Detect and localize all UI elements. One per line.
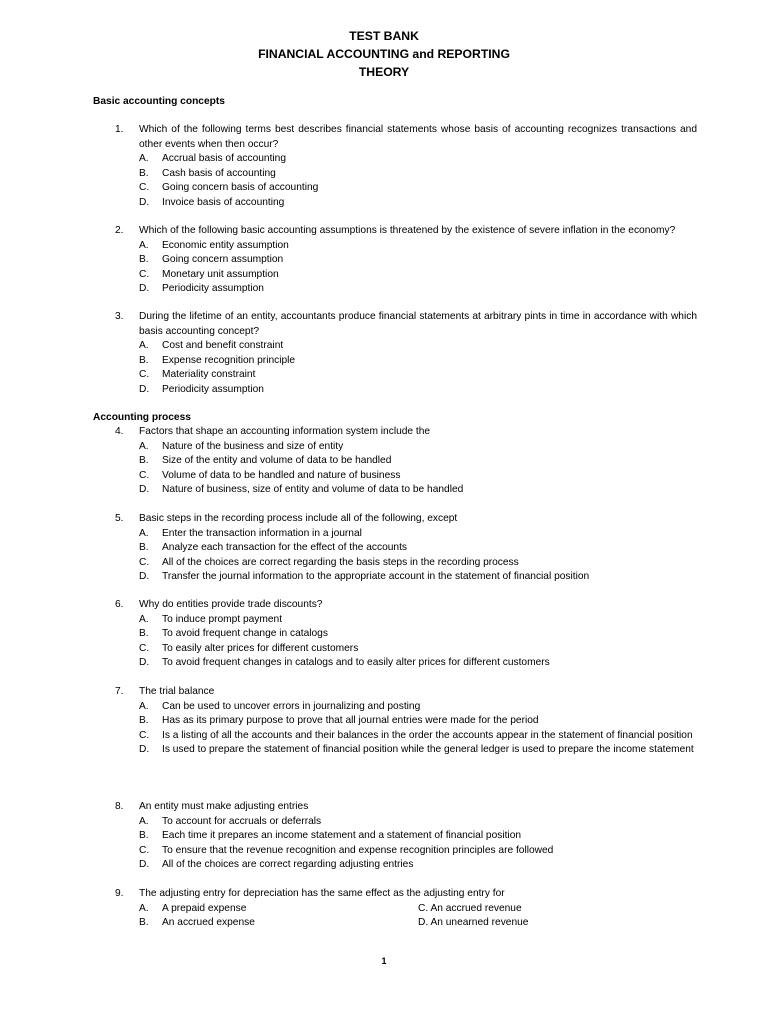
option-a <box>0 815 768 830</box>
option-c-text: C. An accrued revenue <box>418 902 522 914</box>
option-letter: D. <box>139 657 150 668</box>
option-b <box>0 454 768 469</box>
option-b <box>0 354 768 369</box>
option-b <box>0 167 768 182</box>
option-row-b-d <box>0 916 768 931</box>
option-text: Periodicity assumption <box>162 283 264 294</box>
option-text: Has as its primary purpose to prove that all journal entries were made for the period <box>162 715 539 726</box>
option-a <box>0 440 768 455</box>
option-text: All of the choices are correct regarding the basis steps in the recording process <box>162 556 519 568</box>
option-letter: A. <box>139 613 149 625</box>
option-letter: C. <box>139 268 150 280</box>
option-text: To easily alter prices for different customers <box>162 642 359 654</box>
option-letter: D. <box>139 196 150 208</box>
option-d <box>0 196 768 211</box>
option-text: Cost and benefit constraint <box>162 340 284 351</box>
option-letter: A. <box>139 902 149 914</box>
option-letter: C. <box>139 469 150 481</box>
option-letter: D. <box>139 283 150 294</box>
option-d-text: D. An unearned revenue <box>418 917 529 928</box>
title-line-2: FINANCIAL ACCOUNTING and REPORTING <box>258 47 510 61</box>
option-text: Cash basis of accounting <box>162 167 276 179</box>
option-text: Is a listing of all the accounts and their balances in the order the accounts appear in the statement of financial position <box>162 729 693 741</box>
option-text: Accrual basis of accounting <box>162 153 287 164</box>
option-text: Can be used to uncover errors in journalizing and posting <box>162 700 421 712</box>
option-c <box>0 368 768 383</box>
option-text: A prepaid expense <box>162 902 247 914</box>
question-6 <box>0 598 768 671</box>
question-7 <box>0 685 768 758</box>
option-letter: B. <box>139 542 149 553</box>
option-a <box>0 700 768 715</box>
section-heading-basic: Basic accounting concepts <box>93 96 225 107</box>
option-text: Going concern basis of accounting <box>162 182 319 193</box>
option-row-a-c <box>0 902 768 917</box>
option-text: Volume of data to be handled and nature of business <box>162 469 401 481</box>
option-text: To avoid frequent change in catalogs <box>162 628 328 639</box>
option-letter: C. <box>139 182 150 193</box>
question-9 <box>0 887 768 931</box>
question-number: 9. <box>115 888 124 899</box>
option-letter: D. <box>139 571 150 582</box>
option-letter: A. <box>139 700 149 712</box>
question-number: 8. <box>115 801 124 812</box>
option-text: Going concern assumption <box>162 254 284 265</box>
option-letter: B. <box>139 254 149 265</box>
option-c <box>0 556 768 571</box>
option-d <box>0 570 768 585</box>
option-letter: C. <box>139 369 150 380</box>
option-letter: D. <box>139 859 150 870</box>
option-text: Size of the entity and volume of data to be handled <box>162 455 392 466</box>
option-text: Invoice basis of accounting <box>162 196 285 208</box>
option-letter: A. <box>139 340 149 351</box>
question-number: 3. <box>115 311 124 322</box>
option-text: Each time it prepares an income statement and a statement of financial position <box>162 830 522 841</box>
option-letter: A. <box>139 440 149 452</box>
option-b <box>0 253 768 268</box>
question-text: The adjusting entry for depreciation has the same effect as the adjusting entry for <box>139 888 505 899</box>
page-number: 1 <box>381 956 387 966</box>
option-text: Analyze each transaction for the effect of the accounts <box>162 542 408 553</box>
option-letter: A. <box>139 153 149 164</box>
option-text: Monetary unit assumption <box>162 268 279 280</box>
option-text: Enter the transaction information in a journal <box>162 527 362 539</box>
option-d <box>0 282 768 297</box>
option-letter: C. <box>139 556 150 568</box>
option-d <box>0 743 768 758</box>
option-text: An accrued expense <box>162 917 255 928</box>
option-text: To avoid frequent changes in catalogs and to easily alter prices for different customers <box>162 657 550 668</box>
option-text: Expense recognition principle <box>162 354 296 366</box>
option-text: Materiality constraint <box>162 369 256 380</box>
title-line-3: THEORY <box>358 65 410 79</box>
question-number: 6. <box>115 599 124 610</box>
option-b <box>0 541 768 556</box>
option-c <box>0 844 768 859</box>
question-text: Factors that shape an accounting information system include the <box>139 426 431 437</box>
question-4 <box>0 425 768 498</box>
question-2 <box>0 224 768 297</box>
option-letter: B. <box>139 167 149 179</box>
title-line-1: TEST BANK <box>349 29 419 43</box>
option-letter: B. <box>139 715 149 726</box>
option-a <box>0 152 768 167</box>
option-letter: B. <box>139 354 149 366</box>
option-text: Economic entity assumption <box>162 239 289 251</box>
option-letter: C. <box>139 729 150 741</box>
question-text: Which of the following terms best describes financial statements whose basis of accounting recognizes transactions and other events when then occur? <box>139 124 697 150</box>
option-b <box>0 829 768 844</box>
question-number: 4. <box>115 426 124 437</box>
option-letter: B. <box>139 917 149 928</box>
option-letter: A. <box>139 815 149 827</box>
option-text: Nature of business, size of entity and volume of data to be handled <box>162 484 464 495</box>
option-text: To account for accruals or deferrals <box>162 815 322 827</box>
question-text: Which of the following basic accounting assumptions is threatened by the existence of severe inflation in the economy? <box>139 225 676 236</box>
question-number: 1. <box>115 124 124 135</box>
option-letter: B. <box>139 628 149 639</box>
question-text: Why do entities provide trade discounts? <box>139 599 323 610</box>
option-a <box>0 239 768 254</box>
question-1 <box>0 123 768 210</box>
option-letter: C. <box>139 844 150 856</box>
option-d <box>0 483 768 498</box>
option-text: Nature of the business and size of entity <box>162 440 344 452</box>
option-c <box>0 729 768 744</box>
question-number: 5. <box>115 513 124 524</box>
option-d <box>0 383 768 398</box>
option-letter: D. <box>139 744 150 755</box>
section-heading-process: Accounting process <box>93 412 191 423</box>
option-b <box>0 627 768 642</box>
option-text: Is used to prepare the statement of financial position while the general ledger is used to prepare the income statement <box>162 744 694 755</box>
option-c <box>0 181 768 196</box>
option-text: To induce prompt payment <box>162 613 283 625</box>
option-a <box>0 339 768 354</box>
option-letter: B. <box>139 830 149 841</box>
option-letter: A. <box>139 239 149 251</box>
question-text: Basic steps in the recording process include all of the following, except <box>139 513 458 524</box>
question-number: 7. <box>115 686 124 697</box>
option-d <box>0 858 768 873</box>
title-block <box>0 27 768 81</box>
question-3 <box>0 310 768 397</box>
option-text: To ensure that the revenue recognition and expense recognition principles are followed <box>162 844 554 856</box>
option-letter: C. <box>139 642 150 654</box>
option-letter: A. <box>139 527 149 539</box>
question-text: An entity must make adjusting entries <box>139 801 309 812</box>
option-letter: D. <box>139 383 150 395</box>
question-5 <box>0 512 768 585</box>
question-8 <box>0 800 768 873</box>
option-c <box>0 268 768 283</box>
option-letter: B. <box>139 455 149 466</box>
option-a <box>0 613 768 628</box>
option-c <box>0 642 768 657</box>
question-text: The trial balance <box>139 686 215 697</box>
option-b <box>0 714 768 729</box>
option-text: All of the choices are correct regarding adjusting entries <box>162 859 414 870</box>
option-letter: D. <box>139 484 150 495</box>
option-a <box>0 527 768 542</box>
question-number: 2. <box>115 225 124 236</box>
option-text: Transfer the journal information to the appropriate account in the statement of financial position <box>162 571 590 582</box>
option-text: Periodicity assumption <box>162 383 264 395</box>
option-d <box>0 656 768 671</box>
option-c <box>0 469 768 484</box>
question-text: During the lifetime of an entity, accountants produce financial statements at arbitrary pints in time in accordance with which basis accounting concept? <box>139 311 697 337</box>
